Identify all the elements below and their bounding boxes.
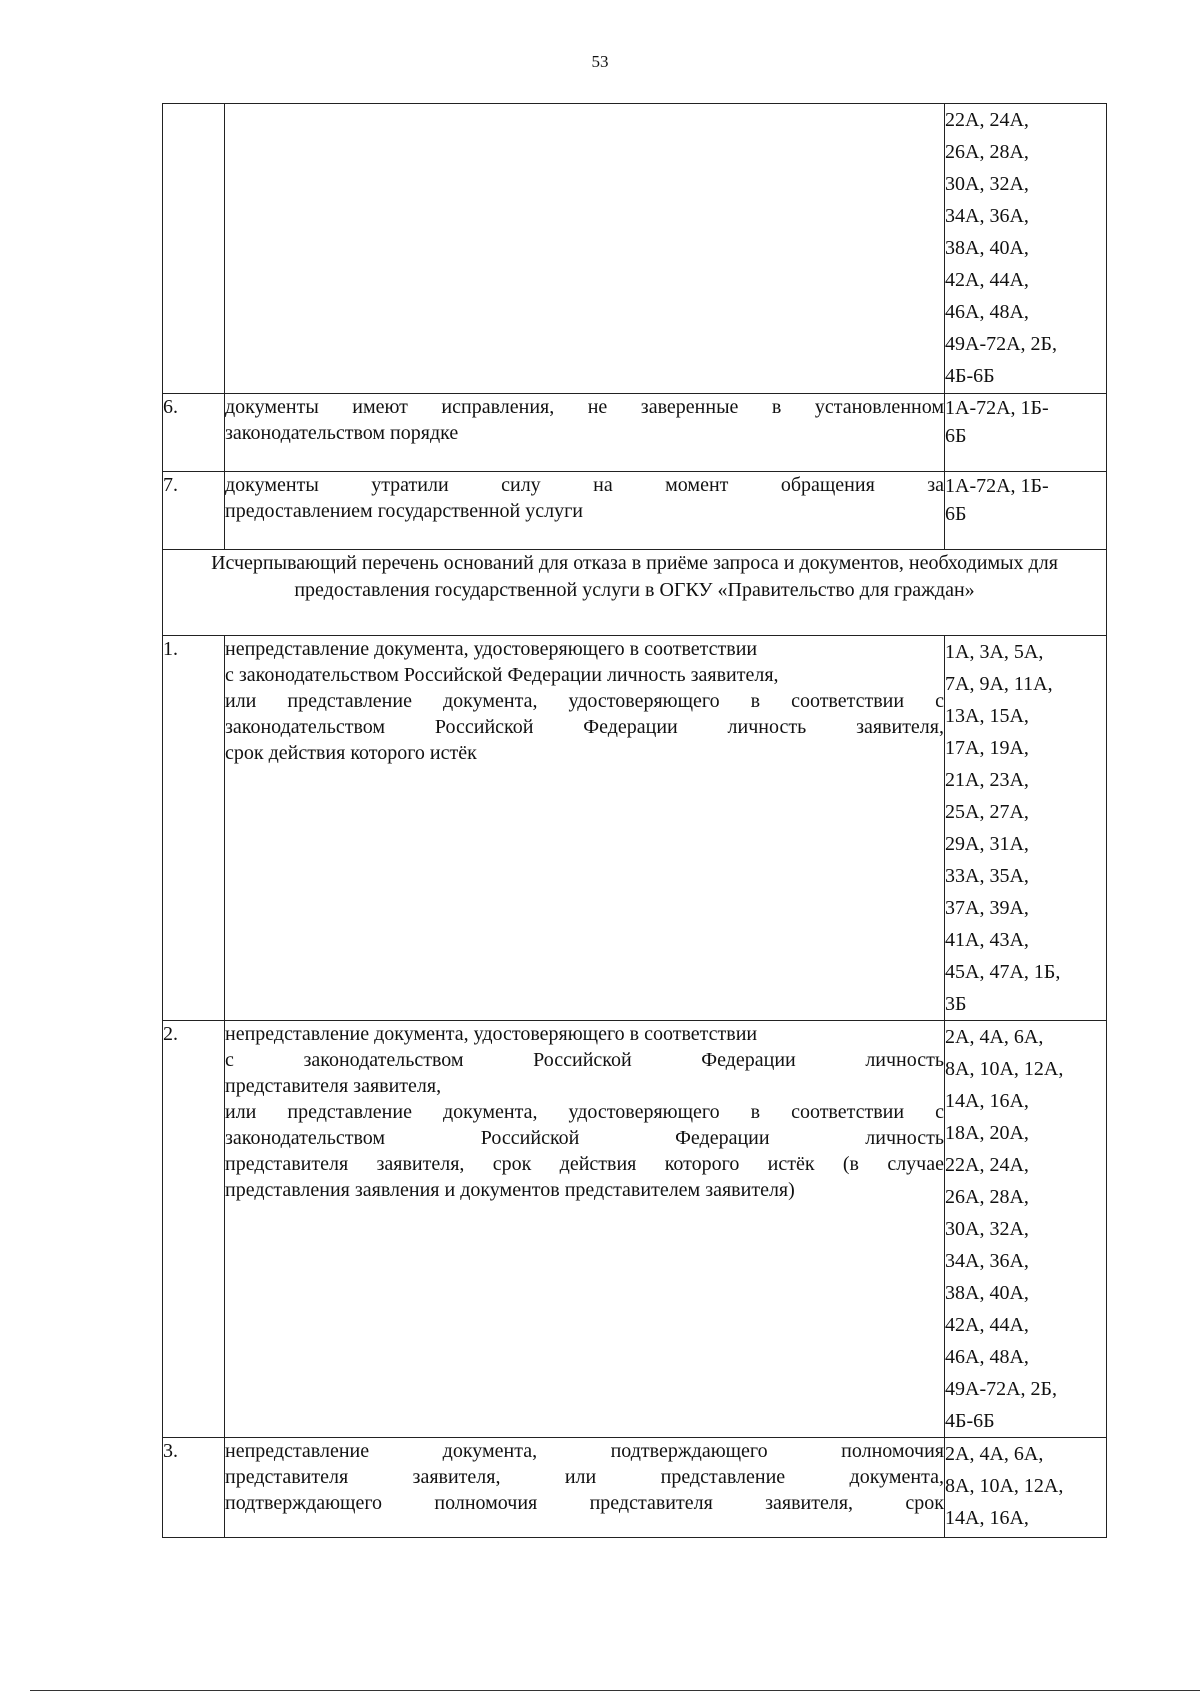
row-text: документы утратили силу на момент обращения за предоставлением государственной услуги xyxy=(225,472,945,550)
table-row xyxy=(163,1021,1107,1438)
table-row xyxy=(163,472,1107,550)
section-heading-row xyxy=(163,550,1107,636)
page-number: 53 xyxy=(591,52,609,71)
row-text: непредставление документа, удостоверяющего в соответствии с законодательством Российской Федерации личность представителя заявителя, или представление документа, удостоверяющего в соответствии с законодательством Российской Федерации личность представителя заявителя, срок действия которого истёк (в случае представления заявления и документов представителем заявителя) xyxy=(225,1021,945,1438)
row-text xyxy=(225,104,945,394)
row-codes: 1А, 3А, 5А, 7А, 9А, 11А, 13А, 15А, 17А, 19А, 21А, 23А, 25А, 27А, 29А, 31А, 33А, 35А, 37А, 39А, 41А, 43А, 45А, 47А, 1Б, 3Б xyxy=(945,636,1107,1021)
row-text: непредставление документа, удостоверяющего в соответствии с законодательством Российской Федерации личность заявителя, или представление документа, удостоверяющего в соответствии с законодательством Российской Федерации личность заявителя, срок действия которого истёк xyxy=(225,636,945,1021)
row-codes: 2А, 4А, 6А, 8А, 10А, 12А, 14А, 16А, 18А, 20А, 22А, 24А, 26А, 28А, 30А, 32А, 34А, 36А, 38А, 40А, 42А, 44А, 46А, 48А, 49А-72А, 2Б, 4Б-6Б xyxy=(945,1021,1107,1438)
row-codes: 2А, 4А, 6А, 8А, 10А, 12А, 14А, 16А, xyxy=(945,1438,1107,1538)
row-number: 3. xyxy=(163,1438,225,1538)
row-number: 7. xyxy=(163,472,225,550)
table-row xyxy=(163,636,1107,1021)
section-heading: Исчерпывающий перечень оснований для отказа в приёме запроса и документов, необходимых для предоставления государственной услуги в ОГКУ «Правительство для граждан» xyxy=(163,550,1107,636)
row-text: документы имеют исправления, не заверенные в установленном законодательством порядке xyxy=(225,394,945,472)
table-row xyxy=(163,394,1107,472)
table-row xyxy=(163,104,1107,394)
table-row xyxy=(163,1438,1107,1538)
row-number xyxy=(163,104,225,394)
row-number: 1. xyxy=(163,636,225,1021)
row-number: 6. xyxy=(163,394,225,472)
page-bottom-rule xyxy=(30,1690,1200,1691)
row-text: непредставление документа, подтверждающего полномочия представителя заявителя, или представление документа, подтверждающего полномочия представителя заявителя, срок xyxy=(225,1438,945,1538)
row-codes: 1А-72А, 1Б- 6Б xyxy=(945,394,1107,472)
grounds-table xyxy=(162,103,1107,1538)
row-codes: 1А-72А, 1Б- 6Б xyxy=(945,472,1107,550)
row-number: 2. xyxy=(163,1021,225,1438)
row-codes: 22А, 24А, 26А, 28А, 30А, 32А, 34А, 36А, 38А, 40А, 42А, 44А, 46А, 48А, 49А-72А, 2Б, 4Б-6Б xyxy=(945,104,1107,394)
